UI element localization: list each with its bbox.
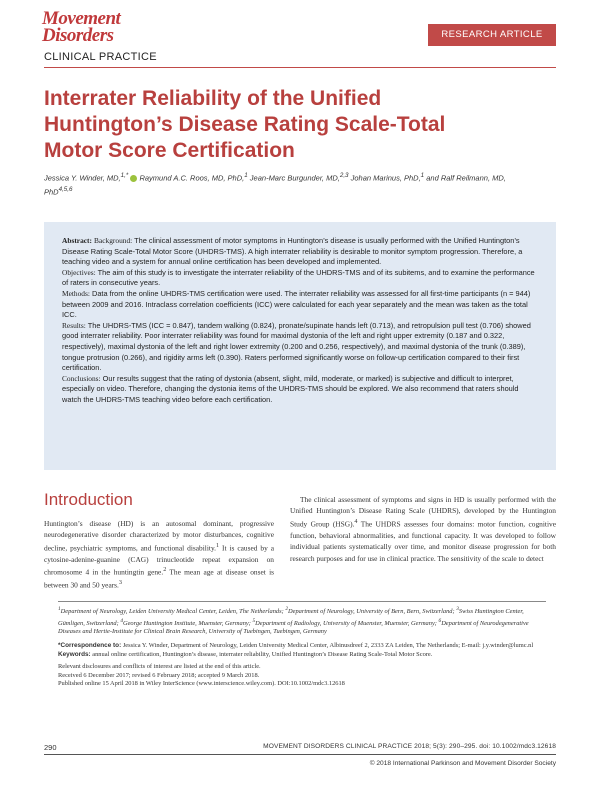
abstract-label: Abstract: xyxy=(62,236,92,245)
affiliations xyxy=(58,605,546,637)
citation-ref[interactable]: 2 xyxy=(163,567,167,574)
intro-left-column xyxy=(44,518,274,591)
intro-text: The mean age at disease onset is between 30 and 50 years. xyxy=(44,567,274,590)
copyright: © 2018 International Parkinson and Movement Disorder Society xyxy=(369,760,556,767)
journal-reference: MOVEMENT DISORDERS CLINICAL PRACTICE 2018; 5(3): 290–295. doi: 10.1002/mdc3.12618 xyxy=(263,743,556,750)
disclosures-note: Relevant disclosures and conflicts of interest are listed at the end of this article. xyxy=(58,663,261,671)
affiliation: Department of Radiology, University of Muenster, Muenster, Germany; xyxy=(255,619,439,627)
author-affiliation: 1,* xyxy=(120,172,129,179)
author-name: Jean-Marc Burgunder, MD, xyxy=(247,173,340,183)
author-affiliation: 1 xyxy=(420,172,425,179)
author-affiliation: 1 xyxy=(244,172,248,179)
methods-label: Methods: xyxy=(62,288,90,298)
logo-line-1: Movement xyxy=(42,8,121,29)
footnotes xyxy=(58,605,546,689)
section-label: CLINICAL PRACTICE xyxy=(44,51,157,63)
abstract-conclusions: Our results suggest that the rating of dystonia (absent, slight, mild, moderate, or marked) is subjective and difficult to interpret, especially on video. Therefore, changing the dystonia items of the UHDRS-TMS should be explored. We also recommend that raters should watch the UHDRS-TMS teaching video before each certification. xyxy=(62,373,519,404)
affiliation-number: 5 xyxy=(252,617,256,624)
title-divider xyxy=(44,67,556,68)
correspondence xyxy=(58,642,546,651)
author-name: and Ralf Reilmann, MD, PhD xyxy=(44,173,506,196)
affiliation: George Huntington Institute, Muenster, Germany; xyxy=(122,619,253,627)
abstract xyxy=(62,236,538,406)
page-number: 290 xyxy=(44,743,57,752)
affiliation: Department of Neurodegenerative Diseases and Hertie-Institute for Clinical Brain Research, University of Tuebingen, Tuebingen, Germany xyxy=(58,619,529,636)
correspondence-label: *Correspondence to: xyxy=(58,642,122,650)
background-label: Background: xyxy=(94,236,133,245)
intro-text: It is caused by a cytosine-adenine-guanine (CAG) trinucleotide repeat expansion on chromosome 4 in the huntingtin gene. xyxy=(44,543,274,577)
keywords-text: annual online certification, Huntington’s disease, interrater reliability, Unified Huntington’s Disease Rating Scale-Total Motor Score. xyxy=(90,650,433,658)
article-type-badge: RESEARCH ARTICLE xyxy=(428,24,556,46)
received-dates: Received 6 December 2017; revised 6 February 2018; accepted 9 March 2018. xyxy=(58,671,260,679)
citation-ref[interactable]: 1 xyxy=(216,542,220,549)
results-label: Results: xyxy=(62,320,86,330)
citation-ref[interactable]: 4 xyxy=(354,518,358,525)
affiliation: Swiss Huntington Center, Gümligen, Switzerland; xyxy=(58,608,524,627)
journal-logo xyxy=(42,10,142,44)
affiliation-number: 4 xyxy=(120,617,123,624)
author-name: Jessica Y. Winder, MD, xyxy=(44,173,121,183)
author-affiliation: 4,5,6 xyxy=(58,185,73,193)
intro-text: Huntington’s disease (HD) is an autosomal dominant, progressive neurodegenerative disorder characterized by motor disturbances, cognitive decline, psychiatric symptoms, and functional disability. xyxy=(44,519,274,553)
affiliation: Department of Neurology, Leiden University Medical Center, Leiden, The Netherlands; xyxy=(60,608,286,616)
abstract-objectives: The aim of this study is to investigate the interrater reliability of the UHDRS-TMS and of its subitems, and to examine the performance of raters in consecutive years. xyxy=(62,267,535,288)
footer-divider xyxy=(44,754,556,755)
intro-text: The clinical assessment of symptoms and signs in HD is usually performed with the Unified Huntington’s Disease Rating Scale (UHDRS), developed by the Huntington Study Group (HSG). xyxy=(290,495,556,529)
introduction-heading: Introduction xyxy=(44,490,133,509)
author-list xyxy=(44,170,524,197)
keywords xyxy=(58,651,546,660)
intro-right-column xyxy=(290,494,556,564)
abstract-methods: Data from the online UHDRS-TMS certification were used. The interrater reliability was assessed for all first-time participants (n = 944) between 2009 and 2016. Intraclass correlation coefficients (ICC) were calculated for each year separately and the mean was taken as the total ICC. xyxy=(62,288,531,320)
published-info: Published online 15 April 2018 in Wiley InterScience (www.interscience.wiley.com). DOI:10.1002/mdc3.12618 xyxy=(58,680,345,688)
footnote-divider xyxy=(58,601,546,602)
affiliation-number: 2 xyxy=(285,606,288,612)
citation-ref[interactable]: 3 xyxy=(118,579,122,586)
author-name: Johan Marinus, PhD, xyxy=(348,173,421,183)
keywords-label: Keywords: xyxy=(58,650,91,658)
author-name: Raymund A.C. Roos, MD, PhD, xyxy=(137,173,245,183)
author-affiliation: 2,3 xyxy=(339,172,349,179)
affiliation: Department of Neurology, University of Bern, Bern, Switzerland; xyxy=(288,608,457,616)
affiliation-number: 6 xyxy=(438,617,442,624)
objectives-label: Objectives: xyxy=(62,267,96,277)
article-title: Interrater Reliability of the Unified Huntington’s Disease Rating Scale-Total Motor Score Certification xyxy=(44,87,446,162)
abstract-background: The clinical assessment of motor symptoms in Huntington’s disease is usually performed with the Unified Huntington’s Disease Rating Scale-Total Motor Score (UHDRS-TMS). A high interrater reliability is desirable to monitor symptom progression. Therefore, a teaching video and a system for annual online certification has been developed and implemented. xyxy=(62,236,523,267)
affiliation-number: 1 xyxy=(58,606,61,612)
abstract-results: The UHDRS-TMS (ICC = 0.847), tandem walking (0.824), pronate/supinate hands left (0.713), and retropulsion pull test (0.706) showed good interrater reliability. Poor interrater reliability was found for maximal dystonia of the left and right upper extremity (0.187 and 0.322, respectively), maximal dystonia of the left and right lower extremity (0.200 and 0.256, respectively), and maximal dystonia of the trunk (0.389), tongue protrusion (0.266), and rigidity arms left (0.390). Raters performed significantly worse on follow-up certification compared to their first certification. xyxy=(62,320,531,373)
conclusions-label: Conclusions: xyxy=(62,373,101,383)
correspondence-text: Jessica Y. Winder, Department of Neurology, Leiden University Medical Center, Albinusdreef 2, 2333 ZA Leiden, The Netherlands; E-mail: j.y.winder@lumc.nl xyxy=(121,642,534,650)
intro-text: The UHDRS assesses four domains: motor function, cognitive function, behavioral abnormalities, and functional capacity. It was developed to follow individual patients systematically over time, and monitor disease progression for both research purposes and for use in clinical practice. The sensitivity of the scale to detect xyxy=(290,519,556,563)
logo-line-2: Disorders xyxy=(42,25,114,46)
affiliation-number: 3 xyxy=(456,606,459,612)
